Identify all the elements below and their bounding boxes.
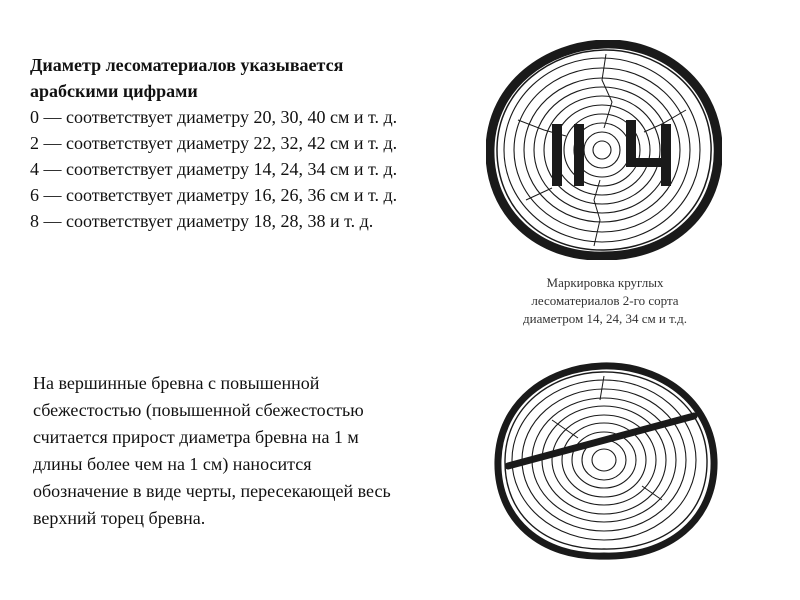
- heading-line: Диаметр лесоматериалов указывается: [30, 55, 344, 75]
- diameter-marking-text: [30, 52, 500, 234]
- paragraph-line: обозначение в виде черты, пересекающей весь: [33, 481, 391, 501]
- rule-line-8: 8 — соответствует диаметру 18, 28, 38 и т. д.: [30, 211, 374, 231]
- rule-line-4: 4 — соответствует диаметру 14, 24, 34 см и т. д.: [30, 159, 398, 179]
- paragraph-line: считается прирост диаметра бревна на 1 м: [33, 427, 359, 447]
- figure-caption: [495, 274, 715, 328]
- rule-line-6: 6 — соответствует диаметру 16, 26, 36 см и т. д.: [30, 185, 398, 205]
- rule-line-2: 2 — соответствует диаметру 22, 32, 42 см и т. д.: [30, 133, 398, 153]
- paragraph-line: длины более чем на 1 см) наносится: [33, 454, 312, 474]
- caption-line: Маркировка круглых: [546, 275, 664, 290]
- log-cross-section-marked-114: [486, 40, 722, 260]
- heading-line: арабскими цифрами: [30, 81, 198, 101]
- paragraph-line: На вершинные бревна с повышенной: [33, 373, 320, 393]
- paragraph-line: верхний торец бревна.: [33, 508, 206, 528]
- rule-line-0: 0 — соответствует диаметру 20, 30, 40 см и т. д.: [30, 107, 398, 127]
- paragraph-line: сбежестостью (повышенной сбежестостью: [33, 400, 364, 420]
- caption-line: диаметром 14, 24, 34 см и т.д.: [523, 311, 687, 326]
- caption-line: лесоматериалов 2-го сорта: [531, 293, 679, 308]
- log-cross-section-line-marked: [492, 360, 718, 560]
- taper-marking-text: [33, 370, 478, 532]
